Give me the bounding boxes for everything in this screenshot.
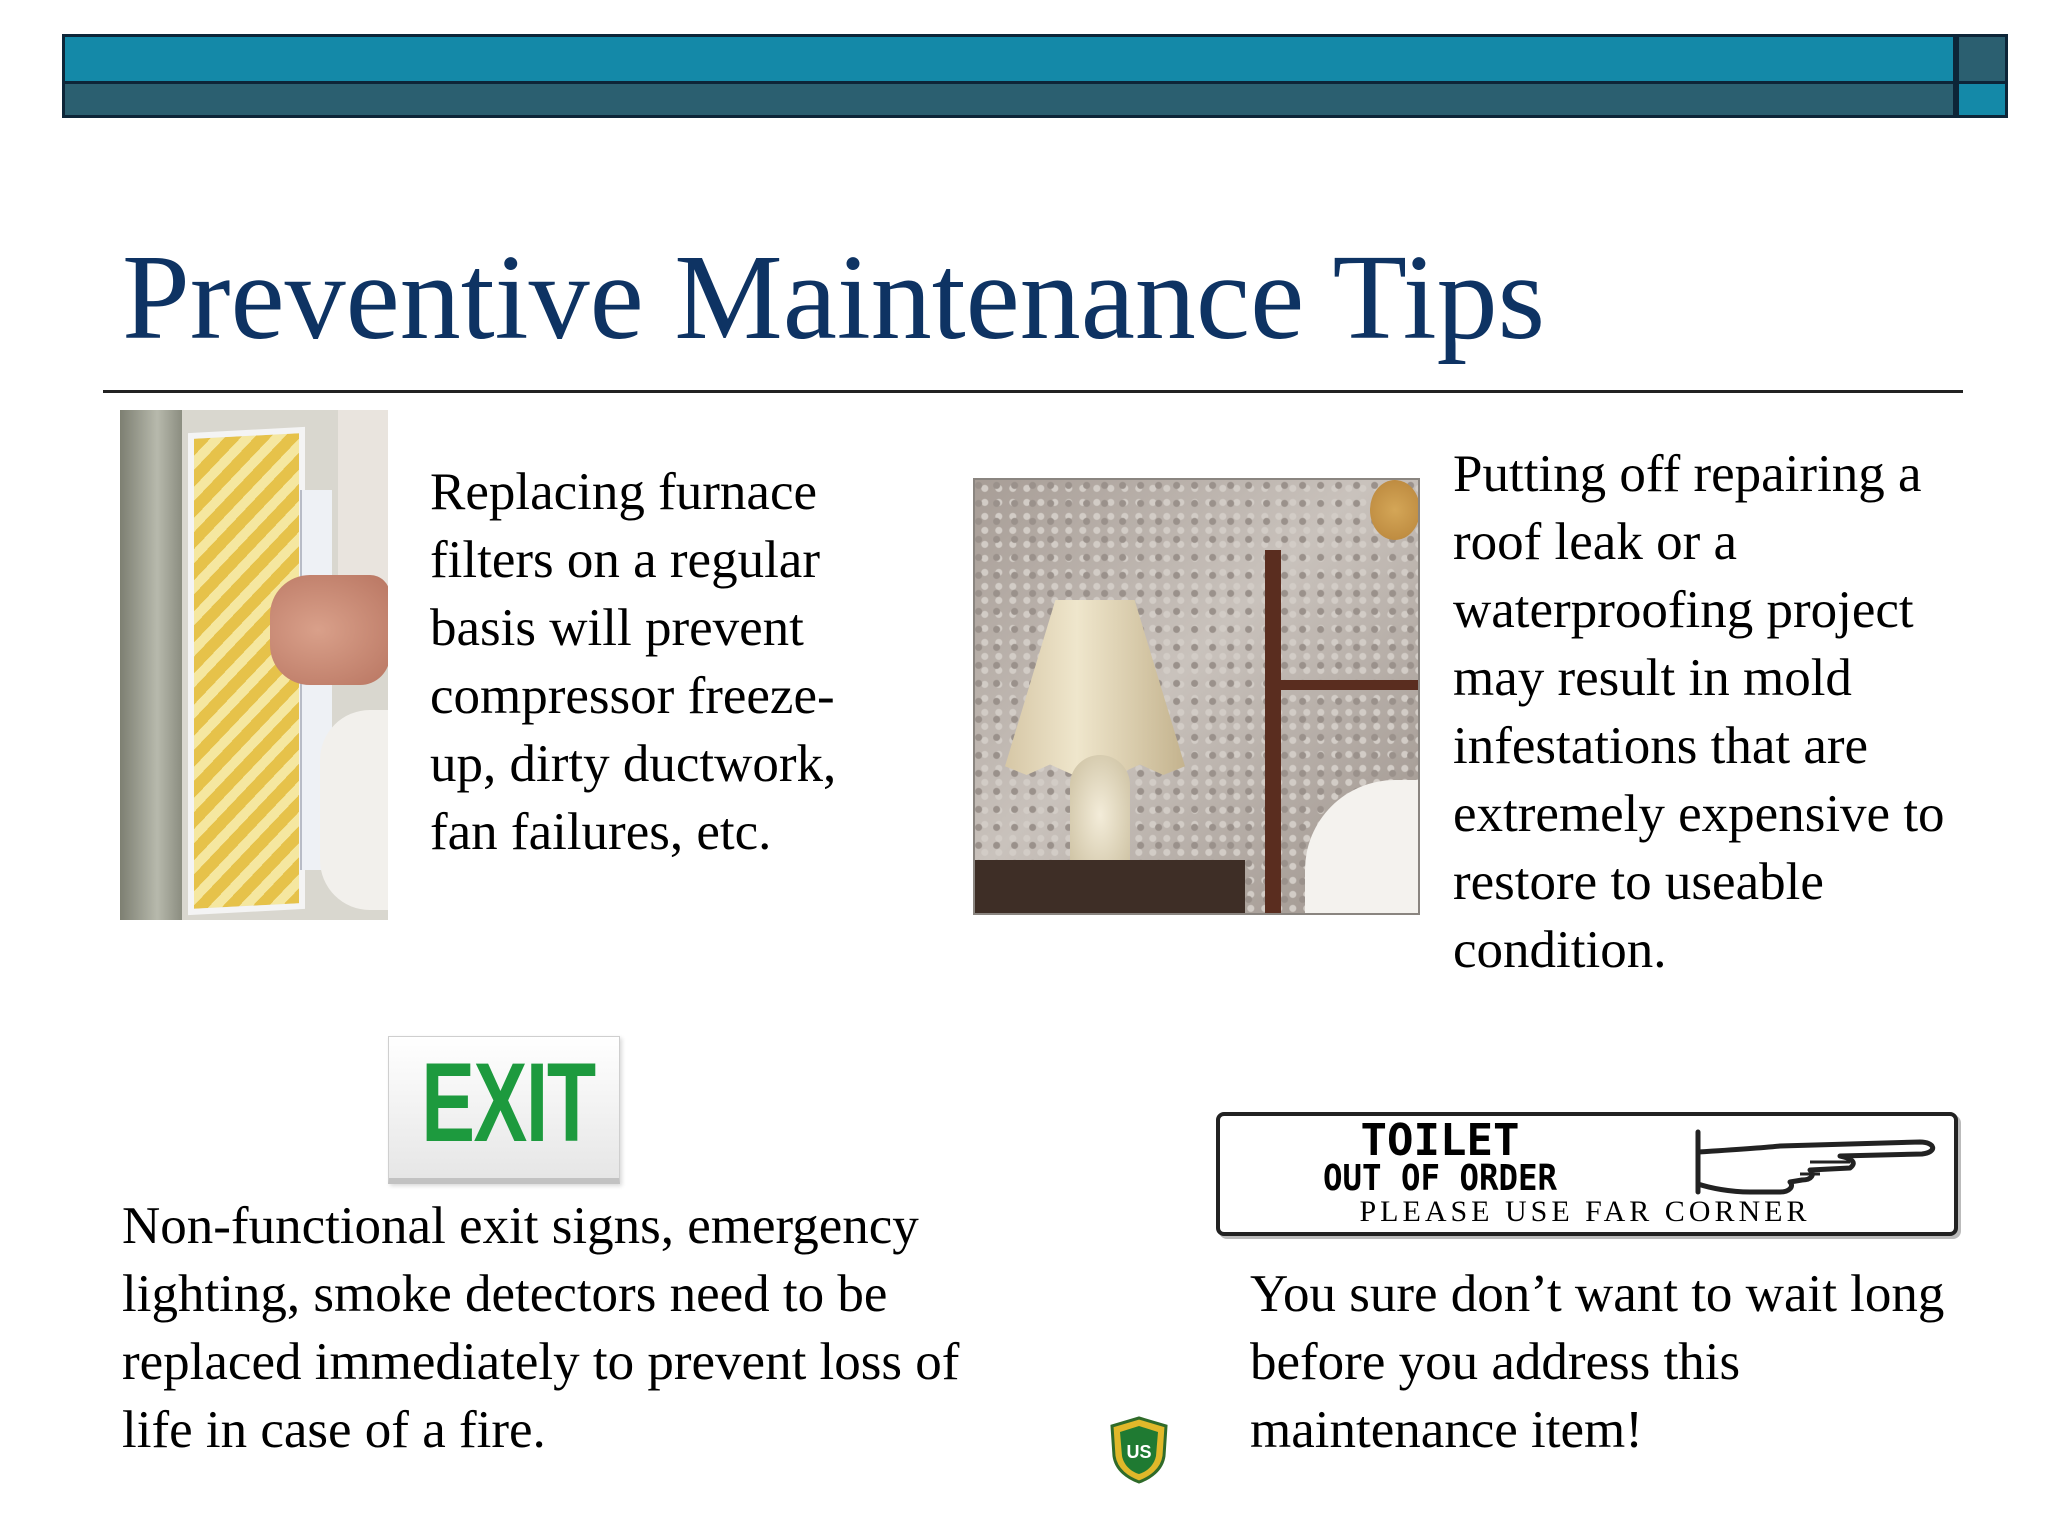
title-divider	[103, 390, 1963, 393]
header-bar-bottom	[62, 84, 1956, 118]
roof-leak-text: Putting off repairing a roof leak or a waterproofing project may result in mold infestations that are extremely expensive to restore to useable condition.	[1453, 445, 1945, 979]
furnace-filter-image	[120, 410, 388, 920]
toilet-sign-line2: OUT OF ORDER	[1322, 1158, 1558, 1199]
slide-title: Preventive Maintenance Tips	[122, 230, 1546, 365]
exit-sign-label: EXIT	[421, 1040, 595, 1165]
mold-room-image	[973, 478, 1420, 915]
exit-signs-text: Non-functional exit signs, emergency lighting, smoke detectors need to be replaced immediately to prevent loss of life in case of a fire.	[122, 1197, 960, 1459]
usfs-shield-icon	[1108, 1416, 1170, 1484]
toilet-out-of-order-sign	[1216, 1112, 1958, 1236]
badge-text: US	[1126, 1442, 1152, 1462]
pointing-hand-icon	[1690, 1122, 1950, 1202]
exit-sign-image	[388, 1036, 620, 1184]
header-bar-top	[62, 34, 1956, 84]
header-square-bottom	[1956, 84, 2008, 118]
furnace-filter-text: Replacing furnace filters on a regular basis will prevent compressor freeze-up, dirty ductwork, fan failures, etc.	[430, 463, 837, 861]
header-square-top	[1956, 34, 2008, 84]
toilet-sign-line1: TOILET	[1360, 1115, 1520, 1166]
toilet-text: You sure don’t want to wait long before you address this maintenance item!	[1250, 1265, 1945, 1459]
toilet-sign-line3: PLEASE USE FAR CORNER	[1359, 1195, 1811, 1228]
